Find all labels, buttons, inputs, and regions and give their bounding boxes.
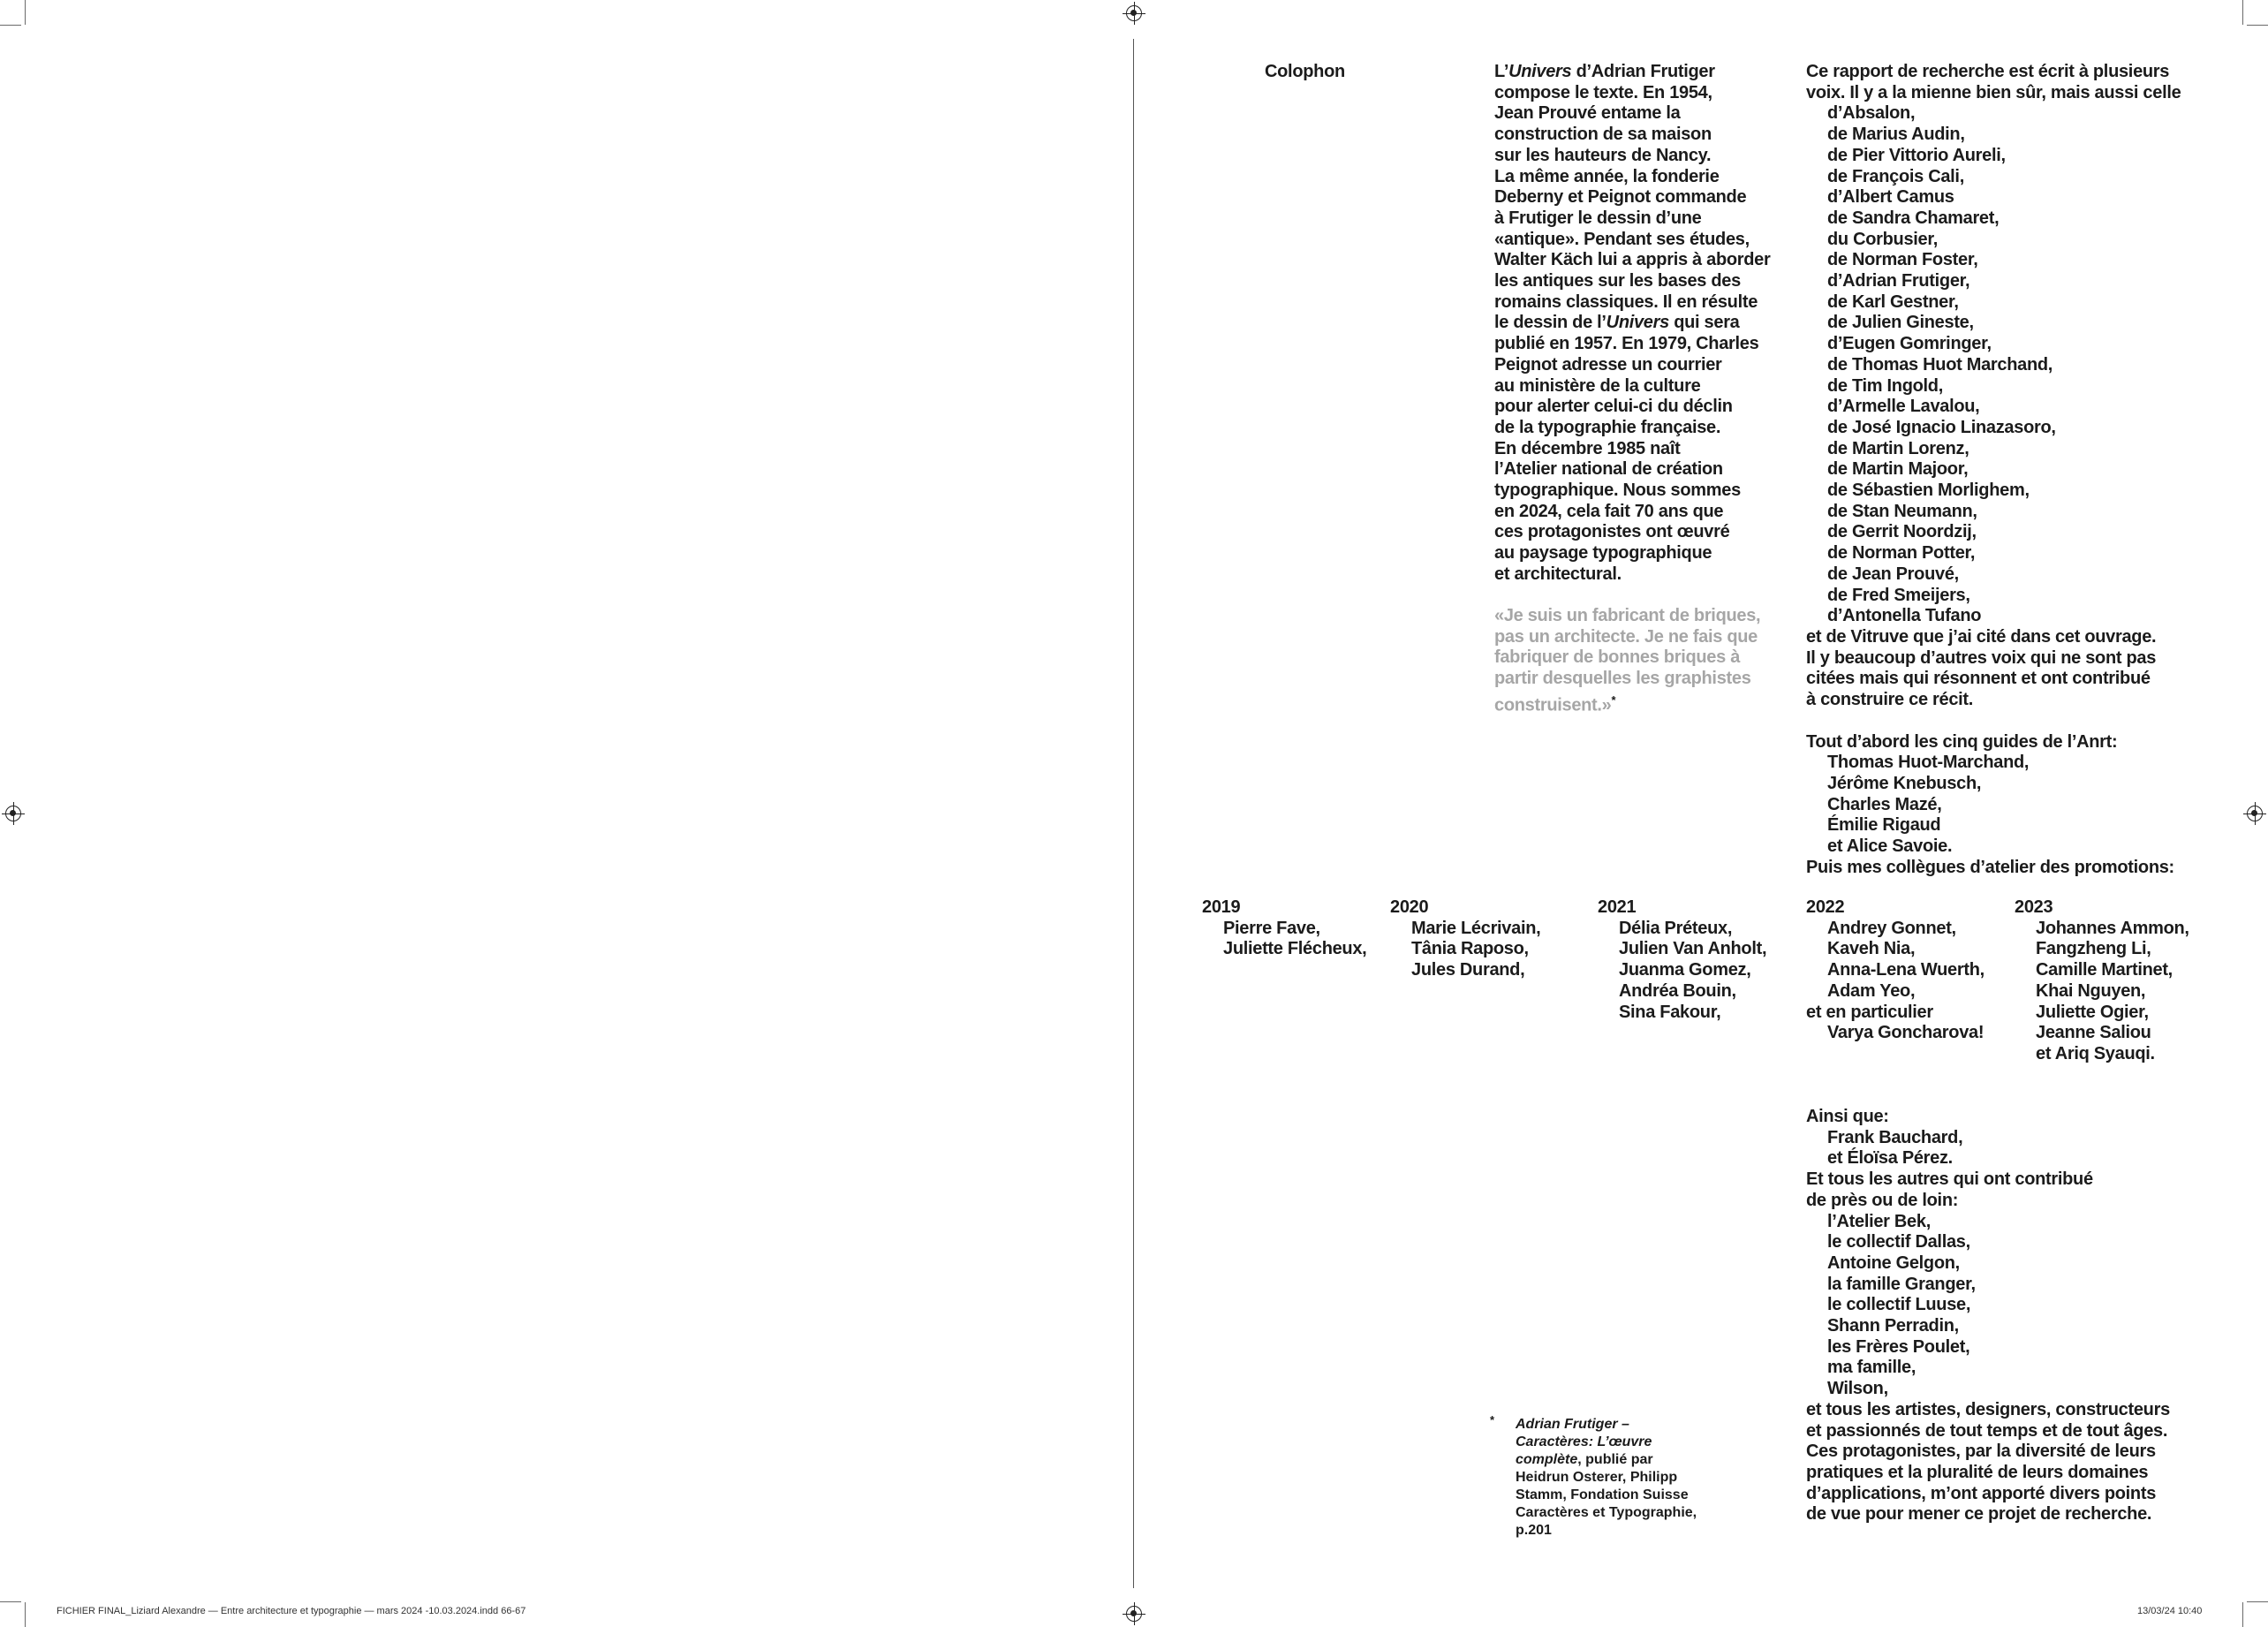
closing-line: d’applications, m’ont apporté divers points [1806, 1483, 2157, 1503]
promotion-tail: et en particulier [1806, 1002, 1933, 1022]
promotion-name: et Ariq Syauqi. [2036, 1043, 2155, 1063]
closing-thanks [1806, 1107, 2170, 1525]
promotion-name: Adam Yeo, [1827, 980, 1916, 1001]
colophon-paragraph-line [1494, 459, 1771, 481]
registration-mark-bottom-icon [1126, 1606, 1142, 1622]
colophon-paragraph-line [1494, 103, 1771, 125]
colophon-paragraph-line [1494, 292, 1771, 314]
promotion-name: Jules Durand, [1411, 960, 1525, 980]
thanks-line: d’Adrian Frutiger, [1827, 271, 1970, 291]
promotion-tail-name: Varya Goncharova! [1827, 1023, 1984, 1043]
colophon-paragraph-run: construction de sa maison [1494, 125, 1712, 145]
closing-line: Ainsi que: [1806, 1107, 1889, 1126]
colophon-paragraph-run: en 2024, cela fait 70 ans que [1494, 501, 1724, 521]
closing-line: de vue pour mener ce projet de recherche. [1806, 1504, 2152, 1525]
footnote-run: Adrian Frutiger – [1516, 1417, 1629, 1432]
thanks-line: Il y beaucoup d’autres voix qui ne sont pas [1806, 647, 2157, 668]
closing-line: Et tous les autres qui ont contribué [1806, 1169, 2093, 1190]
thanks-line: de Julien Gineste, [1827, 313, 1974, 333]
quote-last-line [1494, 690, 1760, 716]
colophon-paragraph-run: romains classiques. Il en résulte [1494, 291, 1758, 312]
colophon-paragraph-run: compose le texte. En 1954, [1494, 82, 1712, 102]
footnote-run: Heidrun Osterer, Philipp [1516, 1470, 1678, 1485]
thanks-line: Ce rapport de recherche est écrit à plusieurs [1806, 62, 2170, 81]
colophon-paragraph-line [1494, 543, 1771, 564]
thanks-line: d’Absalon, [1827, 103, 1916, 124]
thanks-line: d’Armelle Lavalou, [1827, 397, 1980, 417]
colophon-paragraph-line [1494, 439, 1771, 460]
closing-line: Wilson, [1827, 1379, 1888, 1399]
thanks-line: de Martin Lorenz, [1827, 438, 1969, 458]
promotion-year: 2019 [1202, 897, 1241, 917]
promotion-name: Tânia Raposo, [1411, 939, 1529, 959]
colophon-paragraph-line [1494, 502, 1771, 523]
promotion-year: 2023 [2015, 897, 2053, 917]
colophon-paragraph-line [1494, 313, 1771, 334]
thanks-line: de Jean Prouvé, [1827, 564, 1959, 584]
promotion-2023 [2015, 897, 2189, 1065]
colophon-paragraph [1494, 62, 1771, 586]
promotion-name: Fangzheng Li, [2036, 939, 2151, 959]
colophon-paragraph-run: La même année, la fonderie [1494, 166, 1720, 186]
closing-line: et passionnés de tout temps et de tout âges. [1806, 1420, 2168, 1441]
crop-mark-top-left [25, 0, 26, 25]
closing-line: pratiques et la pluralité de leurs domaines [1806, 1462, 2149, 1482]
thanks-line: d’Antonella Tufano [1827, 606, 1982, 626]
quote-line: construisent.» [1494, 695, 1612, 715]
promotion-name: Juliette Flécheux, [1223, 939, 1367, 959]
colophon-paragraph-run: Deberny et Peignot commande [1494, 187, 1747, 208]
thanks-line: du Corbusier, [1827, 229, 1939, 249]
footnote-run: Stamm, Fondation Suisse [1516, 1487, 1689, 1502]
promotion-name: Khai Nguyen, [2036, 980, 2146, 1001]
thanks-line: de Gerrit Noordzij, [1827, 522, 1977, 542]
promotion-name: Julien Van Anholt, [1619, 939, 1767, 959]
thanks-line: de François Cali, [1827, 166, 1964, 186]
promotion-name: Andrey Gonnet, [1827, 918, 1956, 938]
thanks-line: Puis mes collègues d’atelier des promotions: [1806, 857, 2174, 877]
crop-mark-top-right [2242, 0, 2243, 25]
colophon-paragraph-line [1494, 250, 1771, 271]
footnote-line [1516, 1469, 1697, 1487]
colophon-paragraph-line [1494, 146, 1771, 167]
colophon-heading: Colophon [1265, 62, 1345, 81]
colophon-paragraph-line [1494, 271, 1771, 292]
quote-footnote-mark: * [1611, 692, 1616, 707]
promotion-year: 2020 [1390, 897, 1429, 917]
closing-line: les Frères Poulet, [1827, 1336, 1970, 1357]
thanks-line: de Sandra Chamaret, [1827, 208, 2000, 228]
colophon-paragraph-run: à Frutiger le dessin d’une [1494, 208, 1702, 228]
colophon-paragraph-run: Univers [1606, 313, 1669, 333]
registration-mark-top-icon [1126, 5, 1142, 21]
colophon-paragraph-run: qui sera [1668, 313, 1740, 333]
colophon-paragraph-line [1494, 481, 1771, 502]
colophon-paragraph-line [1494, 334, 1771, 355]
footnote-line [1516, 1434, 1697, 1451]
thanks-line: de Karl Gestner, [1827, 291, 1959, 312]
thanks-line: de Marius Audin, [1827, 125, 1965, 145]
promotion-name: Johannes Ammon, [2036, 918, 2189, 938]
colophon-paragraph-line [1494, 355, 1771, 376]
closing-line: l’Atelier Bek, [1827, 1211, 1931, 1231]
colophon-paragraph-line [1494, 208, 1771, 230]
quote-line: pas un architecte. Je ne fais que [1494, 626, 1758, 647]
thanks-line: Émilie Rigaud [1827, 815, 1941, 836]
footnote-run: Caractères: L’œuvre [1516, 1434, 1652, 1449]
quote-line: partir desquelles les graphistes [1494, 669, 1751, 689]
thanks-line: Tout d’abord les cinq guides de l’Anrt: [1806, 731, 2118, 752]
thanks-line: de Norman Potter, [1827, 543, 1976, 564]
thanks-text [1806, 62, 2181, 878]
promotion-name: Camille Martinet, [2036, 960, 2173, 980]
closing-line: ma famille, [1827, 1358, 1916, 1378]
colophon-paragraph-run: Univers [1508, 62, 1572, 81]
thanks-line: de Norman Foster, [1827, 250, 1978, 270]
promotion-name: Sina Fakour, [1619, 1002, 1721, 1022]
colophon-paragraph-run: L’ [1494, 62, 1509, 81]
slug-file-info: FICHIER FINAL_Liziard Alexandre — Entre architecture et typographie — mars 2024 -10.03.2024.indd 66-67 [57, 1606, 526, 1616]
crop-mark-top-left-h [0, 25, 21, 26]
colophon-paragraph-run: pour alerter celui-ci du déclin [1494, 397, 1733, 417]
crop-mark-bottom-left [25, 1602, 26, 1627]
quote-line: fabriquer de bonnes briques à [1494, 647, 1741, 668]
colophon-paragraph-line [1494, 187, 1771, 208]
closing-line: le collectif Luuse, [1827, 1295, 1971, 1315]
thanks-line: Jérôme Knebusch, [1827, 773, 1982, 793]
colophon-paragraph-run: «antique». Pendant ses études, [1494, 229, 1750, 249]
colophon-paragraph-run: et architectural. [1494, 564, 1622, 584]
colophon-paragraph-run: au ministère de la culture [1494, 375, 1701, 396]
colophon-paragraph-run: ces protagonistes ont œuvré [1494, 522, 1730, 542]
footnote-run: p.201 [1516, 1523, 1552, 1538]
colophon-paragraph-run: le dessin de l’ [1494, 313, 1606, 333]
thanks-line: de José Ignacio Linazasoro, [1827, 417, 2056, 437]
thanks-line: de Tim Ingold, [1827, 375, 1943, 396]
footnote-marker: * [1490, 1413, 1495, 1426]
closing-line: la famille Granger, [1827, 1274, 1976, 1294]
colophon-paragraph-run: les antiques sur les bases des [1494, 271, 1741, 291]
promotion-name: Délia Préteux, [1619, 918, 1733, 938]
closing-line: de près ou de loin: [1806, 1190, 1959, 1210]
colophon-paragraph-run: typographique. Nous sommes [1494, 481, 1741, 501]
promotion-2022 [1806, 897, 1984, 1044]
frutiger-quote [1494, 606, 1760, 716]
colophon-paragraph-line [1494, 62, 1771, 83]
promotion-name: Marie Lécrivain, [1411, 918, 1541, 938]
colophon-paragraph-line [1494, 376, 1771, 397]
quote-line: «Je suis un fabricant de briques, [1494, 606, 1761, 625]
colophon-paragraph-run: Jean Prouvé entame la [1494, 103, 1681, 124]
promotion-name: Pierre Fave, [1223, 918, 1320, 938]
crop-mark-top-right-h [2247, 25, 2268, 26]
slug-date: 13/03/24 10:40 [2137, 1606, 2203, 1616]
colophon-paragraph-run: En décembre 1985 naît [1494, 438, 1681, 458]
crop-mark-bottom-right-h [2247, 1601, 2268, 1602]
registration-mark-right-icon [2247, 806, 2263, 821]
registration-mark-left-icon [5, 806, 21, 821]
thanks-line: de Martin Majoor, [1827, 459, 1969, 480]
colophon-paragraph-line [1494, 83, 1771, 104]
colophon-paragraph-line [1494, 230, 1771, 251]
footnote-run: complète [1516, 1452, 1578, 1467]
thanks-line: à construire ce récit. [1806, 690, 1974, 710]
promotion-year: 2022 [1806, 897, 1845, 917]
footnote-line [1516, 1487, 1697, 1504]
promotion-year: 2021 [1598, 897, 1637, 917]
closing-line: Frank Bauchard, [1827, 1127, 1963, 1147]
colophon-paragraph-run: Peignot adresse un courrier [1494, 354, 1722, 375]
thanks-line: et Alice Savoie. [1827, 836, 1953, 857]
footnote-line [1516, 1504, 1697, 1522]
colophon-paragraph-run: au paysage typographique [1494, 543, 1712, 564]
colophon-paragraph-run: de la typographie française. [1494, 417, 1721, 437]
promotion-name: Juanma Gomez, [1619, 960, 1751, 980]
promotion-name: Jeanne Saliou [2036, 1023, 2151, 1043]
colophon-paragraph-line [1494, 522, 1771, 543]
promotion-2021 [1598, 897, 1766, 1023]
promotion-name: Juliette Ogier, [2036, 1002, 2149, 1022]
thanks-line: d’Eugen Gomringer, [1827, 334, 1992, 354]
spine-line [1133, 39, 1134, 1588]
thanks-line [1806, 711, 2181, 732]
footnote-run: , publié par [1577, 1452, 1653, 1467]
crop-mark-bottom-right [2242, 1602, 2243, 1627]
colophon-paragraph-run: d’Adrian Frutiger [1571, 62, 1715, 81]
footnote-line [1516, 1451, 1697, 1469]
thanks-line: voix. Il y a la mienne bien sûr, mais aussi celle [1806, 82, 2181, 102]
thanks-line: Thomas Huot-Marchand, [1827, 753, 2030, 773]
footnote-line [1516, 1522, 1697, 1540]
promotion-2019 [1202, 897, 1366, 960]
promotion-2020 [1390, 897, 1540, 981]
thanks-line: Charles Mazé, [1827, 794, 1942, 814]
footnote-line [1516, 1416, 1697, 1434]
colophon-paragraph-line [1494, 167, 1771, 188]
promotion-name: Andréa Bouin, [1619, 980, 1736, 1001]
closing-line: et Éloïsa Pérez. [1827, 1148, 1953, 1169]
promotion-name: Anna-Lena Wuerth, [1827, 960, 1984, 980]
colophon-paragraph-line [1494, 397, 1771, 418]
thanks-line: d’Albert Camus [1827, 187, 1954, 208]
thanks-line: de Thomas Huot Marchand, [1827, 354, 2053, 375]
closing-line: Ces protagonistes, par la diversité de leurs [1806, 1442, 2156, 1462]
thanks-line: de Stan Neumann, [1827, 501, 1977, 521]
thanks-line: de Pier Vittorio Aureli, [1827, 145, 2006, 165]
colophon-paragraph-run: l’Atelier national de création [1494, 459, 1723, 480]
colophon-paragraph-line [1494, 125, 1771, 146]
colophon-paragraph-run: publié en 1957. En 1979, Charles [1494, 334, 1759, 354]
closing-line: et tous les artistes, designers, constructeurs [1806, 1399, 2170, 1419]
thanks-line: de Fred Smeijers, [1827, 585, 1970, 605]
colophon-paragraph-line [1494, 564, 1771, 586]
colophon-paragraph-line [1494, 418, 1771, 439]
footnote-run: Caractères et Typographie, [1516, 1505, 1697, 1520]
colophon-paragraph-run: Walter Käch lui a appris à aborder [1494, 250, 1771, 270]
closing-line: Shann Perradin, [1827, 1316, 1959, 1336]
colophon-paragraph-run: sur les hauteurs de Nancy. [1494, 145, 1712, 165]
thanks-line: citées mais qui résonnent et ont contribué [1806, 669, 2151, 689]
thanks-line: et de Vitruve que j’ai cité dans cet ouvrage. [1806, 626, 2157, 647]
footnote [1516, 1416, 1697, 1540]
closing-line: le collectif Dallas, [1827, 1232, 1970, 1252]
promotion-name: Kaveh Nia, [1827, 939, 1916, 959]
crop-mark-bottom-left-h [0, 1601, 21, 1602]
thanks-line: de Sébastien Morlighem, [1827, 481, 2030, 501]
closing-line: Antoine Gelgon, [1827, 1252, 1960, 1273]
